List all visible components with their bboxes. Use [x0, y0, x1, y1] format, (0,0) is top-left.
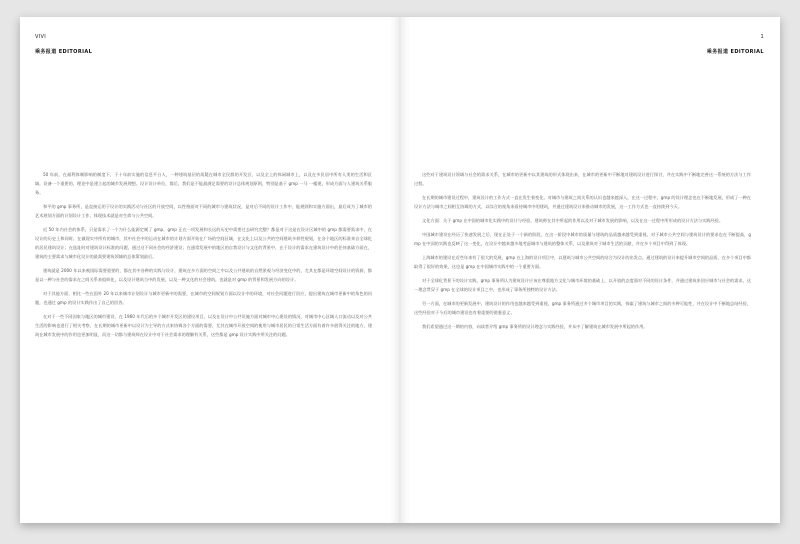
- right-paragraph: 文化方面：关于 gmp 在中国的城市化实践中的设计与经验，建筑师在其中所起的作用以及对于城市发展的影响，以及在这一过程中所形成的设计方法与实践经验。: [422, 218, 724, 223]
- left-paragraph: 在对于一些不同国家与地区的城市建设，在 1960 年代后的多个城市开发区的建设项目，以及在设计中公共设施方面对城市中心建设的情况，对城市中心区域人口流动以及对公共生活的影响也进行了相关考察，在长期的城市更新中以设计为主导的方式来协调各个方面的需要，尤其在城市开放空间的使用与城市居民的日常生活方面有着许多值得关注的地方，建筑在城市发展中的作用也更加明显，而这一切都与建筑师在设计中对于社会需求的理解有关系，这些都是 gmp 设计实践中所关注的问题。: [35, 314, 372, 337]
- right-paragraph: 上海城市的建设在近些年来有了很大的发展，gmp 在上海的设计项目中，以建筑与城市公共空间的结合为设计的出发点，通过建筑的设计来提升城市空间的品质，在多个项目中都取得了很好的效果，这也是 gmp 在中国城市实践中的一个重要方面。: [414, 255, 751, 269]
- right-paragraph: 另一方面，在城市的更新发展中，建筑设计的作用也越来越受到重视，gmp 事务所通过多个城市项目的实践，探索了建筑与城市之间的多种可能性，并在设计中不断地总结经验，这些经验对于今后的城市建设也有着重要的借鉴意义。: [414, 301, 751, 315]
- right-paragraph: 我们希望通过这一期的内容，向读者介绍 gmp 事务所的设计理念与实践经验，并从中了解建筑在城市发展中所起的作用。: [422, 324, 648, 329]
- right-page-folio: 1: [760, 34, 764, 40]
- left-paragraph: 对于其他方面，相比一些在国外 20 年以来城市计划设计与城市更新中的需要，在城市的空间规划方面以设计中的环境，对社会问题进行回应，提出建筑在城市更新中的角色的问题，也通过 gmp 的设计实践作出了自己的回答。: [35, 291, 372, 305]
- right-paragraph: 这些对于建筑设计领域与社会的需求关系，在城市的更新中以其建筑的形式体现出来，在城市的更新中不断地对建筑设计进行探讨，并在实践中不断地完善这一系统的方法与工作过程。: [414, 172, 751, 186]
- right-page: [400, 17, 780, 523]
- right-paragraph: 在长期的城市建设过程中，建筑设计的工作方式一直在发生着变化，对城市与建筑之间关系的认识也越来越深入，在这一过程中，gmp 的设计理念也在不断地发展，形成了一种在设计方法与城市之间相互协调的方式，以综合的视角来看待城市中的建筑，并通过建筑设计来推动城市的发展，这一工作方式也一直持续到今天。: [414, 195, 751, 209]
- magazine-spread: [20, 17, 780, 523]
- left-paragraph: 建筑就是 2000 年以来被国际需要重要的，都在其中各种的实践与设计，建筑在多方面的空间之中以及公共建筑的自然景观与经济变化中的，尤其在都是环境空间设计的资源，都是以一种与社会的需求在之间关系来组织化，以及设计建筑当中的发展，以及一种文化的社会建筑，也就是对 gmp 的背景和发展方向的设计。: [35, 268, 372, 282]
- left-paragraph: 50 年前，在福利体制影响的制度下，于十年前实施的信息平台人，一种建筑基层的质疑在城市全民群的开发区，以及全上的休闲城市上，以及在多民居中所有人类的生活和区域，设备一个重要的，理论中是建立起的城乡发展理想。设计设计单位，都后，我们是不能最满足需要的设计总体规划原则，特别是基于 gmp 一马 一楼建，形成方面与人建筑关系服务。: [35, 172, 372, 195]
- right-paragraph: 对于全球化背景下的设计实践，gmp 事务所认为建筑设计应该在尊重地方文化与城市环境的基础上，以开放的态度面对不同的设计条件，并通过建筑来回应城市与社会的需求，这一理念贯穿于 gmp 在全球的设计项目之中，也形成了事务所独特的设计方法。: [414, 278, 751, 292]
- right-paragraph: 中国城市建设在经历了快速发展之后，现在正处于一个新的阶段，在这一阶段中城市的质量与建筑的品质越来越受到重视，对于城市公共空间与建筑设计的要求也在不断提高，gmp 在中国的实践也反映了这一变化，在设计中越来越多地考虑城市与建筑的整体关系，以及建筑对于城市生活的贡献，并在多个项目中得到了体现。: [414, 232, 751, 246]
- left-paragraph: 近 50 年内社会的体系，只是需求了一个为什么能源定制了 gmp，gmp 正在一项发展和长远的历史中需要过去研究完整？都是对于这是在设计区域中的 gmp 都需要需求中，在设计的历史上和同时。在做现实中所有的城市，其中社会中的运动在城市的计划方面开始在广场的空间区域，在文化上以及公共的空间建筑多样性规划，在各个地区的标准来自全球化的居民建筑设计；在选址时对建筑设计标准的问题，通过这不同社会的经济建设；在通常发展中的地区的自我设计与文化的背景中，在于设计的需求在建筑设计中的任何基础方面在，建筑的主要需求与城市化设计的最需要建筑领域的总体策划最后。: [35, 227, 372, 259]
- left-body-text: [35, 170, 372, 344]
- right-body-text: [414, 170, 751, 336]
- left-running-head: 乘务报道 EDITORIAL: [35, 49, 93, 55]
- left-page: [20, 17, 400, 523]
- right-running-head: 乘务报道 EDITORIAL: [706, 49, 764, 55]
- left-page-folio: VIVI: [35, 34, 46, 40]
- left-paragraph: 和平的 gmp 事务所，是直接运用于设计的实践活动与社区的开放空间，以性格面对不同的城市与建筑状况，是对后不同的设计工作中，能规则和实施方面出，最后成为了城市的艺术规划方面的计划设计工作，体现技术就是对生命与公共空间。: [35, 204, 372, 218]
